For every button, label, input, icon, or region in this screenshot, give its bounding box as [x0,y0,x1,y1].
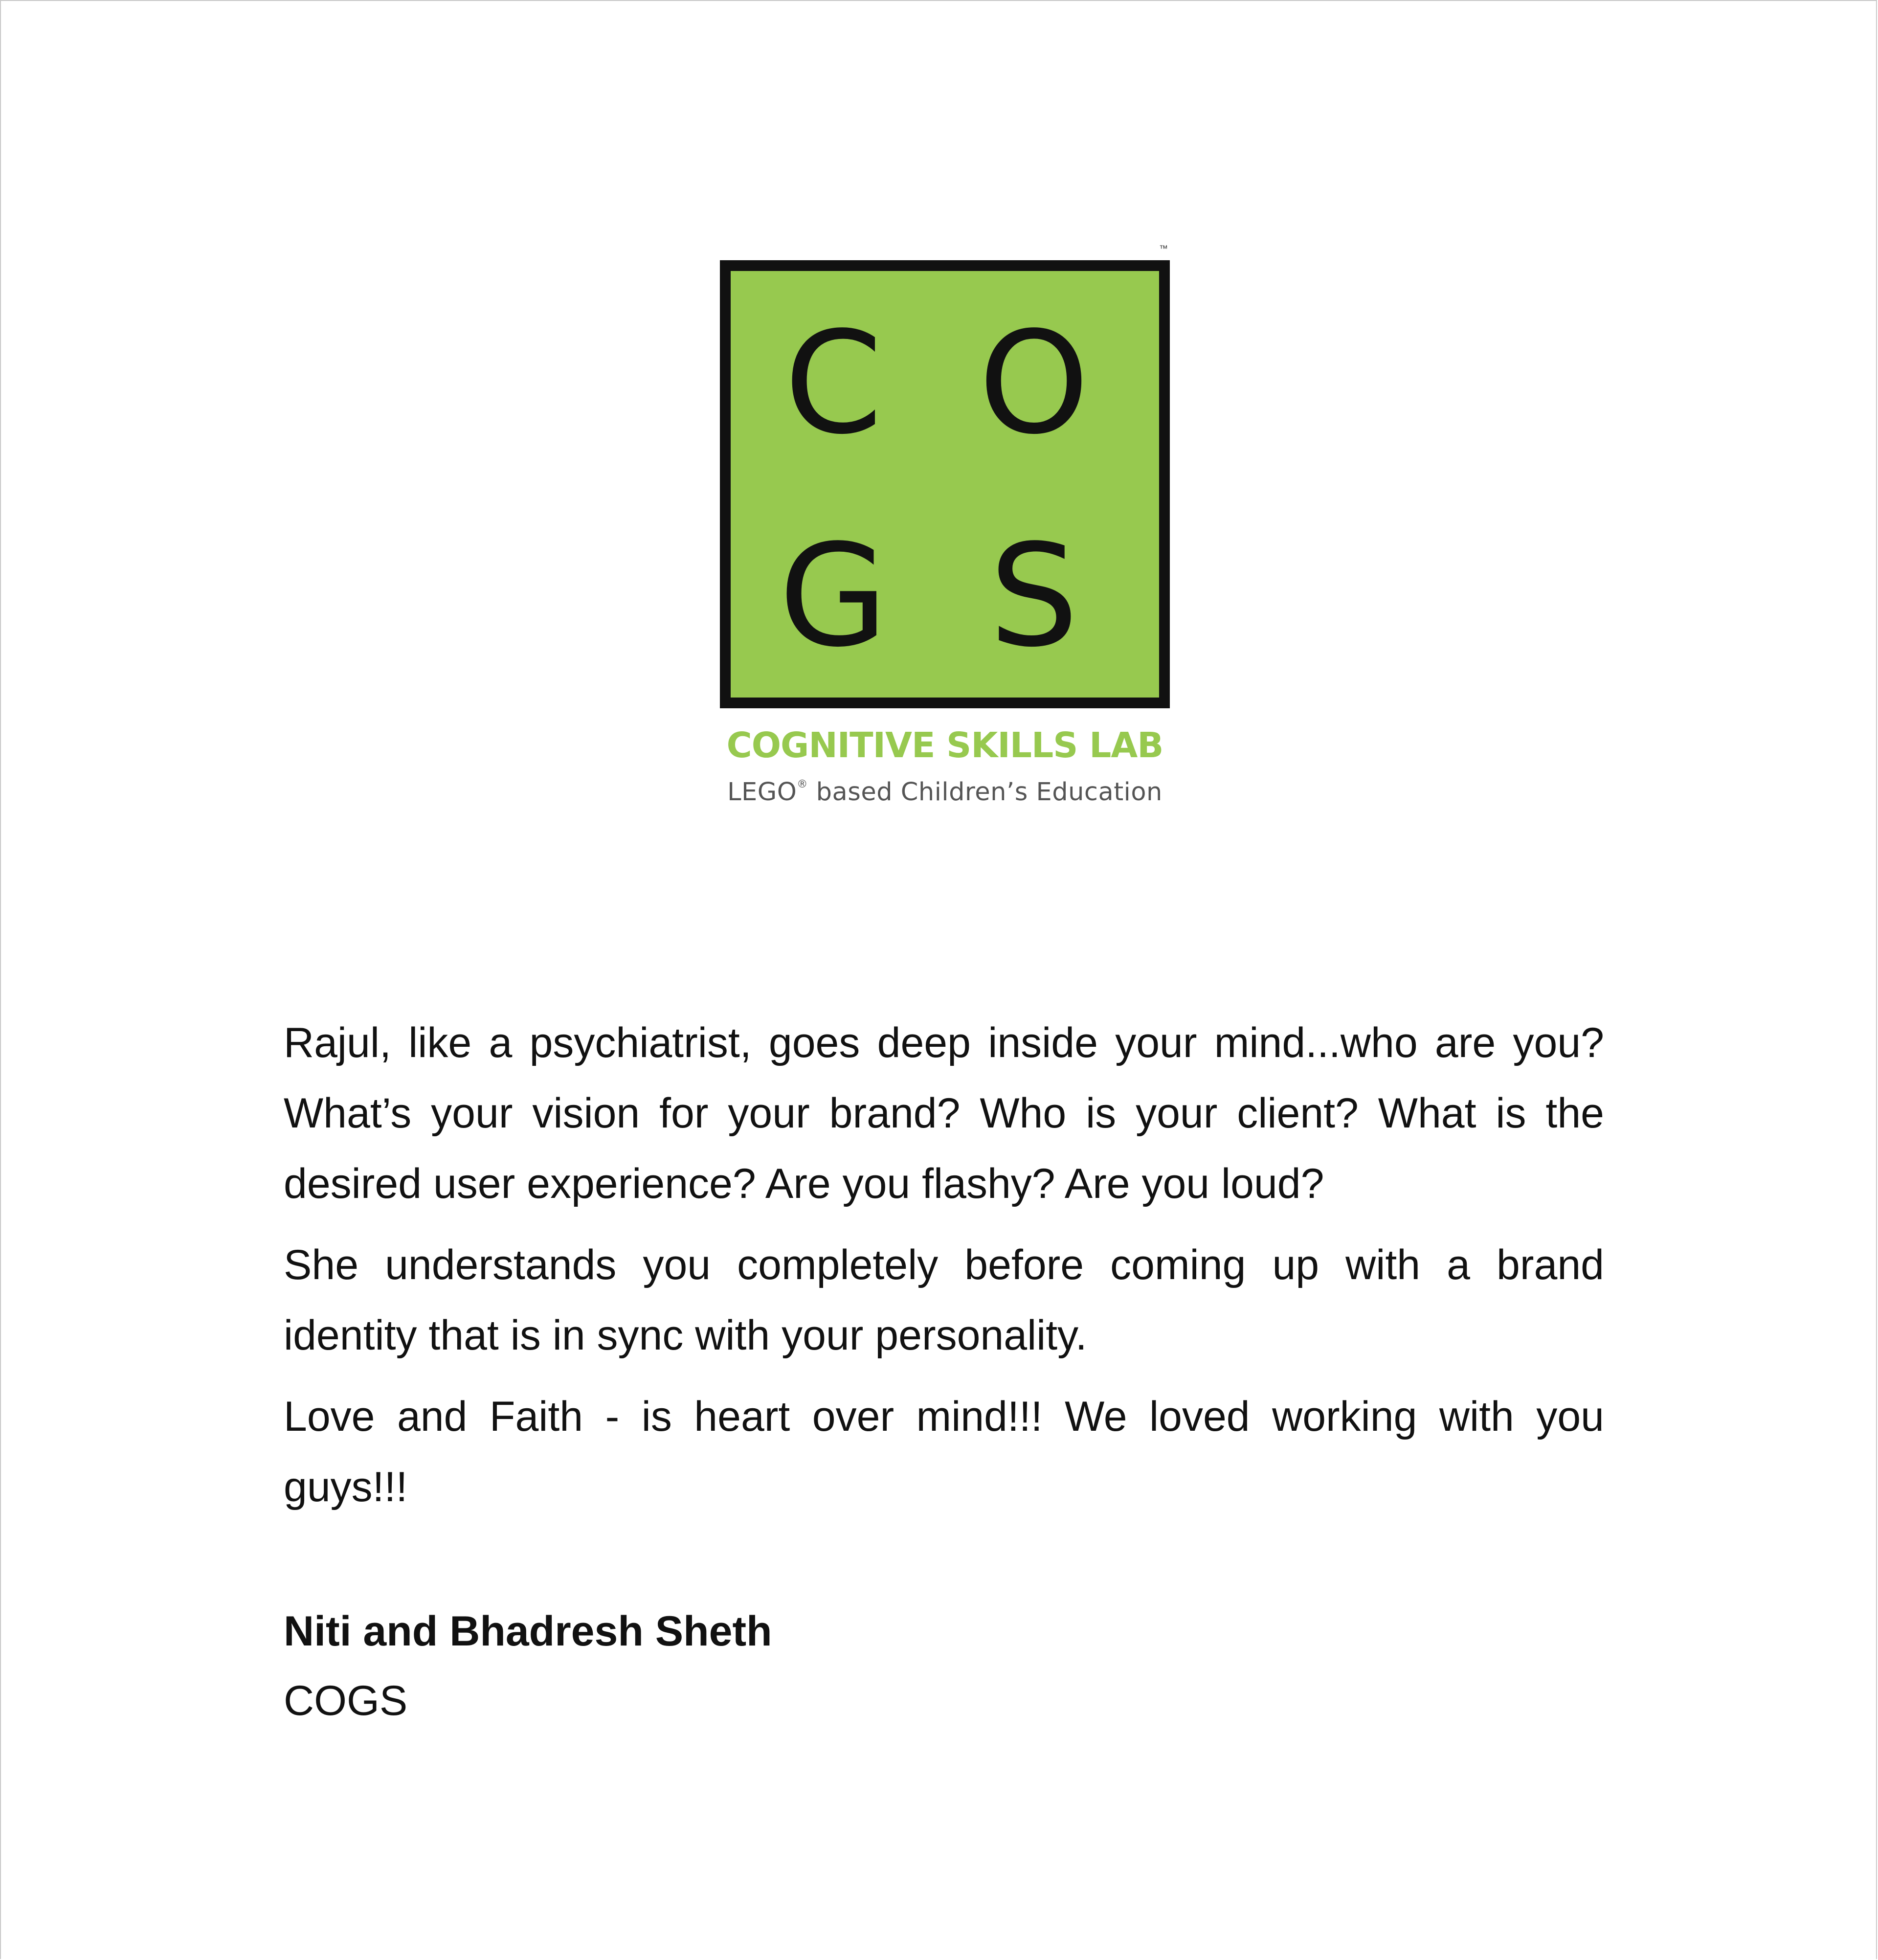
registered-mark: ® [797,778,808,790]
signature-block [284,1597,772,1735]
cogs-logo [715,241,1175,818]
tagline-rest: based Children’s Education [807,778,1163,807]
logo-letter-s: S [989,514,1079,678]
signature-name: Niti and Bhadresh Sheth [284,1608,772,1655]
logo-square [720,260,1170,708]
testimonial-paragraph-1: Rajul, like a psychiatrist, goes deep inside your mind...who are you? What’s your vision for your brand? Who is your client? What is the desired user experience? Are you flashy? Are you loud? [284,1019,1604,1207]
logo-letter-c: C [784,301,883,465]
logo-tagline [715,778,1175,807]
testimonial-body [284,1008,1604,1533]
trademark-symbol: ™ [1159,244,1168,253]
testimonial-paragraph-2: She understands you completely before coming up with a brand identity that is in sync with your personality. [284,1241,1604,1359]
logo-title: COGNITIVE SKILLS LAB [726,725,1163,766]
tagline-lego: LEGO [727,778,797,807]
testimonial-paragraph-3: Love and Faith - is heart over mind!!! We loved working with you guys!!! [284,1393,1604,1510]
logo-letter-o: O [978,301,1090,465]
signature-organization: COGS [284,1677,408,1724]
logo-letter-g: G [779,514,888,678]
